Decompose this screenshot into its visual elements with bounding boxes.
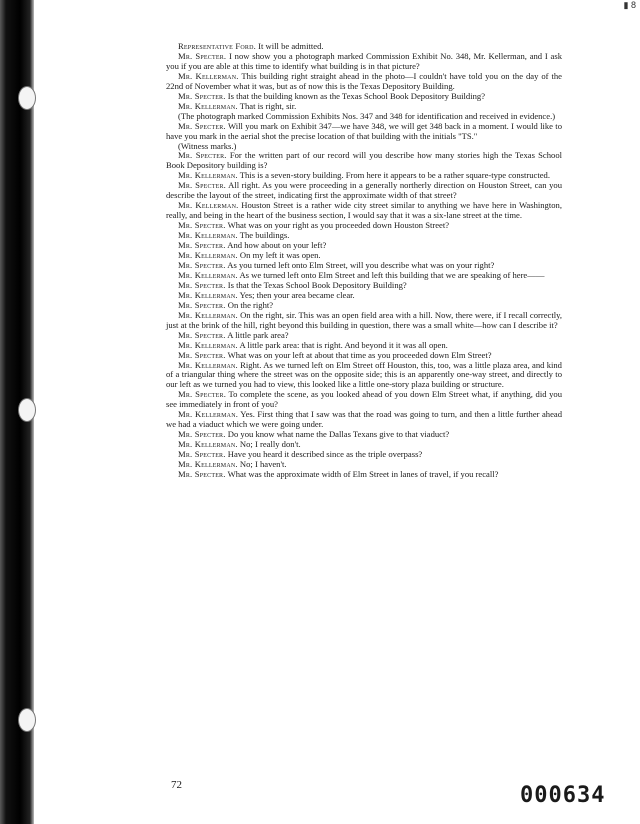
speech-text: What was on your left at about that time as you proceeded down Elm Street? bbox=[225, 349, 492, 360]
punch-hole-top bbox=[18, 86, 36, 110]
speech-text: Houston Street is a rather wide city street similar to anything we have here in Washington, really, and being in the heart of the business section, I would say that it was a six-lane street at the time. bbox=[166, 200, 562, 221]
speaker-name: Mr. Specter. bbox=[178, 150, 227, 161]
speaker-name: Mr. Kellerman. bbox=[178, 309, 238, 320]
speaker-name: Mr. Kellerman. bbox=[178, 70, 239, 81]
speaker-name: Mr. Kellerman. bbox=[178, 100, 238, 111]
transcript-paragraph bbox=[166, 52, 562, 72]
speech-text: Yes; then your area became clear. bbox=[237, 289, 355, 300]
transcript-paragraph bbox=[166, 410, 562, 430]
speaker-name: Mr. Specter. bbox=[178, 329, 226, 340]
transcript-paragraph bbox=[166, 72, 562, 92]
speech-text: As we turned left onto Elm Street and left this building that we are speaking of here—— bbox=[237, 269, 545, 280]
speaker-name: Mr. Specter. bbox=[178, 349, 226, 360]
transcript-paragraph bbox=[166, 470, 562, 480]
transcript-paragraph bbox=[166, 201, 562, 221]
speech-text: Will you mark on Exhibit 347—we have 348, we will get 348 back in a moment. I would like to have you mark in the aerial shot the precise location of that building with the initials "TS." bbox=[166, 120, 562, 141]
speaker-name: Mr. Kellerman. bbox=[178, 170, 238, 181]
speaker-name: Mr. Specter. bbox=[178, 449, 226, 460]
page-number: 72 bbox=[171, 779, 182, 791]
speaker-name: Mr. Kellerman. bbox=[178, 439, 238, 450]
speech-text: As you turned left onto Elm Street, will you describe what was on your right? bbox=[225, 259, 495, 270]
speech-text: This building right straight ahead in the photo—I couldn't have told you on the day of the 22nd of November what it was, but as of now this is the Texas Depository Building. bbox=[166, 70, 562, 91]
speaker-name: Mr. Kellerman. bbox=[178, 289, 238, 300]
speech-text: I now show you a photograph marked Commission Exhibit No. 348, Mr. Kellerman, and I ask you if you are able at this time to identify what building is in that picture? bbox=[166, 50, 562, 71]
speech-text: All right. As you were proceeding in a generally northerly direction on Houston Street, can you describe the layout of the street, indicating first the approximate width of that street? bbox=[166, 180, 562, 201]
speech-text: Right. As we turned left on Elm Street off Houston, this, too, was a little plaza area, and kind of a triangular thing where the street was on the opposite side; this is an apparently one-way street, and directly to our left as we turned you had to view, this looked like a little one-story plaza building or structure. bbox=[166, 359, 562, 390]
speech-text: This is a seven-story building. From here it appears to be a rather square-type constructed. bbox=[237, 170, 550, 181]
speaker-name: Representative Ford. bbox=[178, 41, 256, 51]
speech-text: Yes. First thing that I saw was that the road was going to turn, and then a little further ahead we had a viaduct which we were going under. bbox=[166, 409, 562, 430]
speech-text: No; I really don't. bbox=[237, 439, 301, 450]
speech-text: Is that the building known as the Texas School Book Depository Building? bbox=[225, 90, 486, 101]
speech-text: To complete the scene, as you looked ahead of you down Elm Street what, if anything, did you see immediately in front of you? bbox=[166, 389, 562, 410]
speech-text: Have you heard it described since as the triple overpass? bbox=[225, 449, 423, 460]
transcript-body bbox=[166, 42, 562, 480]
speaker-name: Mr. Specter. bbox=[178, 240, 226, 251]
transcript-paragraph bbox=[166, 311, 562, 331]
speaker-name: Mr. Specter. bbox=[178, 180, 227, 191]
speaker-name: Mr. Specter. bbox=[178, 468, 226, 479]
speech-text: On my left it was open. bbox=[237, 250, 321, 261]
speech-text: It will be admitted. bbox=[256, 41, 324, 51]
speech-text: On the right? bbox=[225, 299, 274, 310]
speaker-name: Mr. Kellerman. bbox=[178, 359, 238, 370]
speaker-name: Mr. Specter. bbox=[178, 120, 226, 131]
speaker-name: Mr. Kellerman. bbox=[178, 409, 239, 420]
transcript-paragraph bbox=[166, 122, 562, 142]
speaker-name: Mr. Specter. bbox=[178, 259, 226, 270]
punch-hole-middle bbox=[18, 398, 36, 422]
speech-text: On the right, sir. This was an open field area with a hill. Now, there were, if I recall correctly, just at the brink of the hill, right beyond this building in question, there was a small white—how can I describe it? bbox=[166, 309, 563, 330]
speech-text: (Witness marks.) bbox=[178, 140, 237, 151]
speech-text: No; I haven't. bbox=[237, 459, 287, 470]
speaker-name: Mr. Specter. bbox=[178, 389, 227, 400]
speaker-name: Mr. Kellerman. bbox=[178, 339, 238, 350]
speaker-name: Mr. Specter. bbox=[178, 429, 226, 440]
speech-text: A little park area? bbox=[225, 329, 289, 340]
speech-text: The buildings. bbox=[237, 230, 290, 241]
speaker-name: Mr. Specter. bbox=[178, 279, 226, 290]
transcript-paragraph bbox=[166, 390, 562, 410]
document-number: 000634 bbox=[520, 783, 606, 808]
speech-text: A little park area: that is right. And beyond it it was all open. bbox=[237, 339, 448, 350]
speech-text: Is that the Texas School Book Depository Building? bbox=[225, 279, 407, 290]
speech-text: (The photograph marked Commission Exhibits Nos. 347 and 348 for identification and received in evidence.) bbox=[178, 110, 556, 121]
corner-mark: ▮ 8 bbox=[623, 0, 636, 10]
speech-text: What was the approximate width of Elm Street in lanes of travel, if you recall? bbox=[225, 468, 499, 479]
speech-text: Do you know what name the Dallas Texans give to that viaduct? bbox=[225, 429, 450, 440]
speaker-name: Mr. Specter. bbox=[178, 299, 226, 310]
transcript-paragraph bbox=[166, 181, 562, 201]
speaker-name: Mr. Kellerman. bbox=[178, 269, 238, 280]
speaker-name: Mr. Kellerman. bbox=[178, 200, 239, 211]
speech-text: What was on your right as you proceeded down Houston Street? bbox=[225, 220, 450, 231]
punch-hole-bottom bbox=[18, 708, 36, 732]
speaker-name: Mr. Kellerman. bbox=[178, 250, 238, 261]
speaker-name: Mr. Kellerman. bbox=[178, 459, 238, 470]
speech-text: And how about on your left? bbox=[225, 240, 327, 251]
speech-text: For the written part of our record will you describe how many stories high the Texas School Book Depository building is? bbox=[166, 150, 562, 171]
speaker-name: Mr. Kellerman. bbox=[178, 230, 238, 241]
speaker-name: Mr. Specter. bbox=[178, 50, 227, 61]
transcript-paragraph bbox=[166, 151, 562, 171]
speaker-name: Mr. Specter. bbox=[178, 220, 226, 231]
speech-text: That is right, sir. bbox=[237, 100, 297, 111]
speaker-name: Mr. Specter. bbox=[178, 90, 226, 101]
transcript-paragraph bbox=[166, 361, 562, 391]
